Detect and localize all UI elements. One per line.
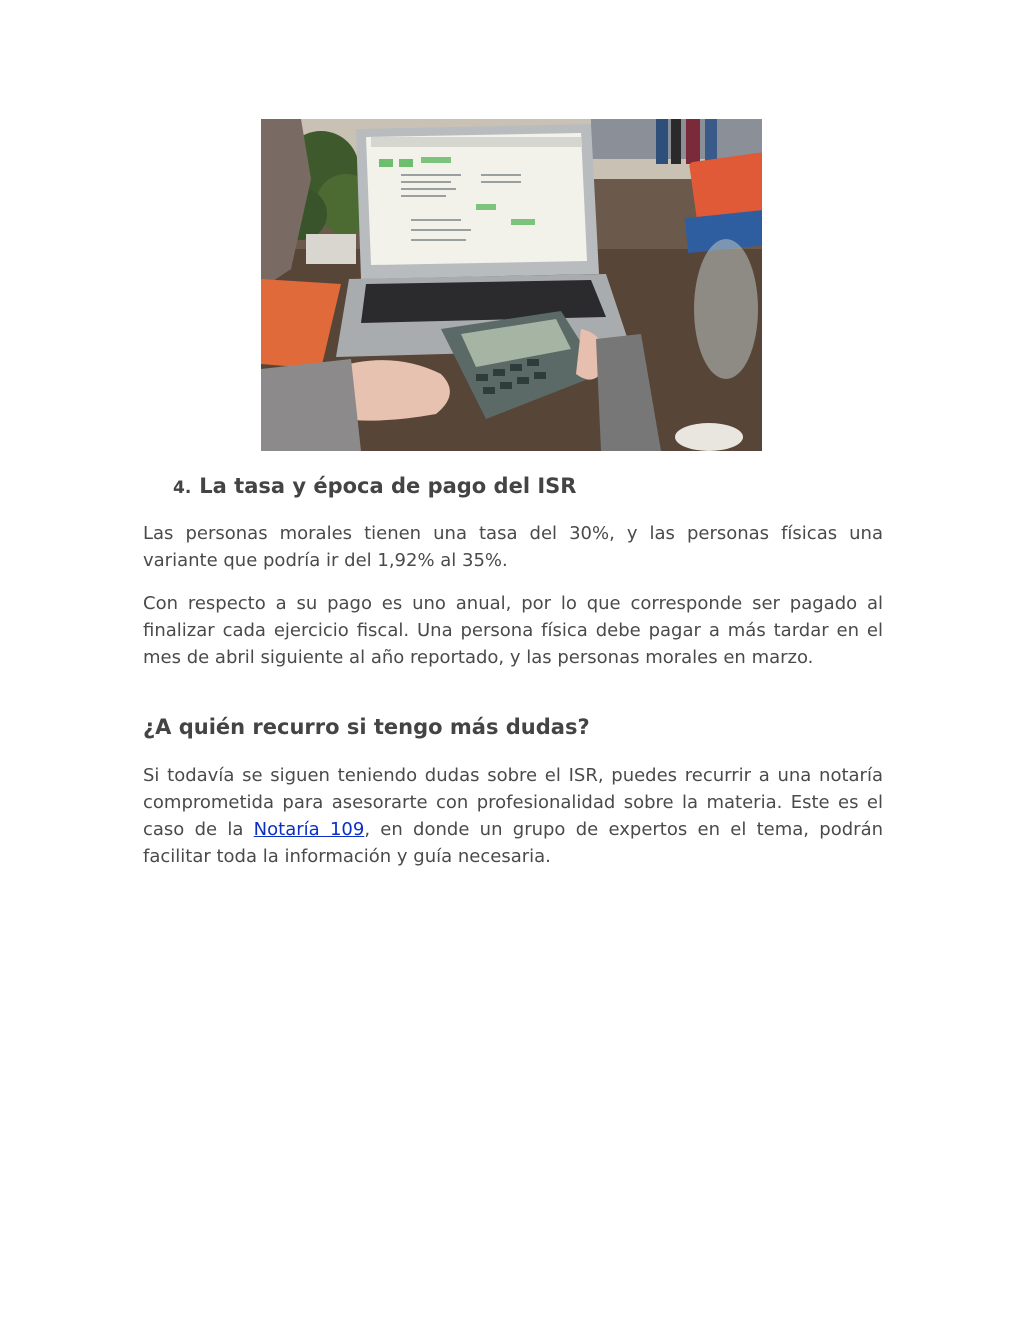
paragraph-tax-rates: Las personas morales tienen una tasa del 30%, y las personas físicas una variante que podría ir del 1,92% al 35%. <box>143 523 883 571</box>
notaria-link[interactable]: Notaría 109 <box>253 819 365 840</box>
list-number: 4. <box>173 478 192 498</box>
paragraph-text-after-link: , en donde un grupo de expertos en el tema, podrán facilitar toda la información y guía necesaria. <box>143 819 884 867</box>
article-photo <box>261 119 762 451</box>
paragraph-text-before-link: Si todavía se siguen teniendo dudas sobre el ISR, puedes recurrir a una notaría comprometida para asesorarte con profesionalidad sobre la materia. Este es el caso de la <box>143 765 883 840</box>
photo-icon <box>261 119 762 451</box>
section-heading-questions: ¿A quién recurro si tengo más dudas? <box>143 715 590 739</box>
paragraph-notary <box>143 762 883 870</box>
paragraph-payment-period: Con respecto a su pago es uno anual, por lo que corresponde ser pagado al finalizar cada ejercicio fiscal. Una persona física debe pagar a más tardar en el mes de abril siguiente al año reportado, y las personas morales en marzo. <box>143 593 883 668</box>
numbered-section-heading <box>173 474 576 498</box>
section-heading-text: La tasa y época de pago del ISR <box>199 474 577 498</box>
